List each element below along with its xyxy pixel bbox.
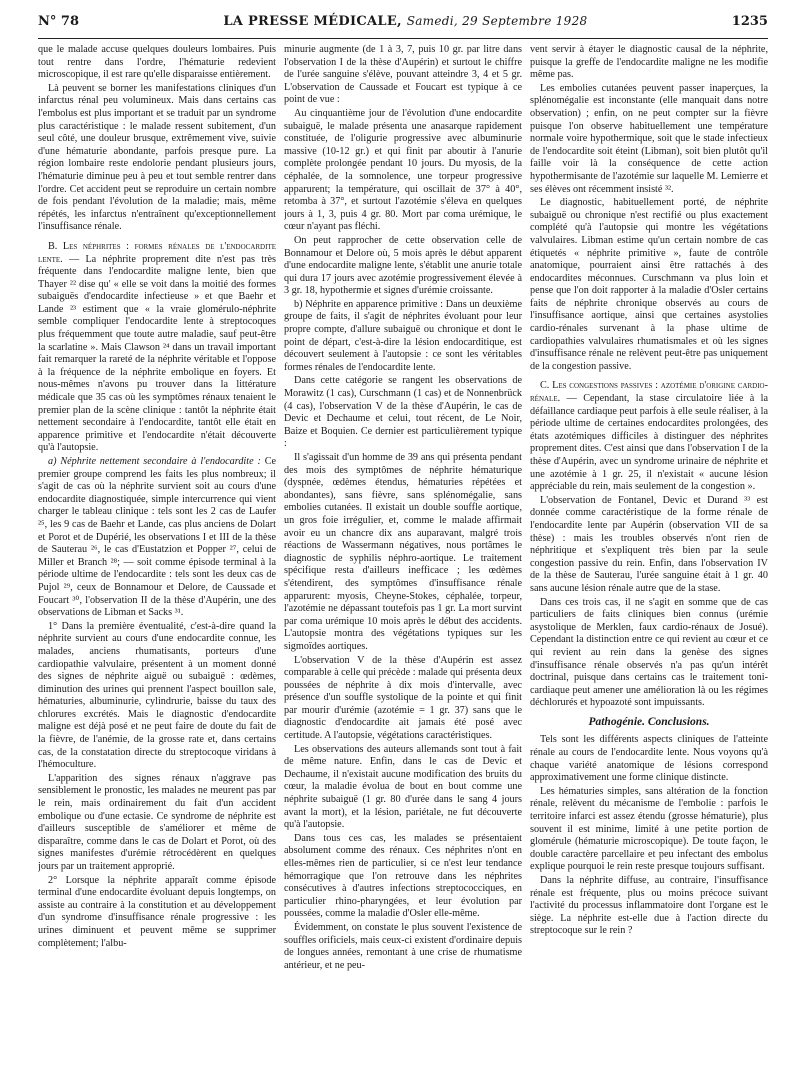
page-number: 1235	[731, 14, 768, 29]
paragraph: minurie augmente (de 1 à 3, 7, puis 10 gr. par litre dans l'observation I de la thèse d'Aupérin) et surtout le chiffre de l'urée sanguine s'élève, pouvant atteindre 3, 4 et 5 gr. L'observation de Caussade et Foucart est typique à ce point de vue :	[284, 44, 522, 106]
paragraph: Tels sont les différents aspects cliniques de l'atteinte rénale au cours de l'endocardite lente. Nous voyons qu'à chaque variété anatomique de lésions correspond approximativement une forme clinique distincte.	[530, 734, 768, 784]
paragraph: 1° Dans la première éventualité, c'est-à-dire quand la néphrite survient au cours d'une endocardite connue, les malades, anciens rhumatisants, porteurs d'une cardiopathie valvulaire, présentent à un moment donné des signes de néphrite aiguë ou subaiguë : œdèmes, diminution des urines qui prennent l'aspect bouillon sale, hématuries, albuminurie, cylindrurie, baisse du taux des chlorures excrétés. Mais le diagnostic d'endocardite maligne est déjà posé et ne peut faire de doute du fait de la fièvre, de l'anémie, de la grosse rate et, dans certains cas, de la constatation directe du streptocoque viridans à l'hémoculture.	[38, 620, 276, 771]
section-c	[530, 380, 768, 493]
subsection-a	[38, 456, 276, 620]
paragraph: b) Néphrite en apparence primitive : Dans un deuxième groupe de faits, il s'agit de néphrites évoluant pour leur propre compte, d'allure subaiguë ou chronique et dont le point de départ, c'est-à-dire la lésion endocarditique, est découvert seulement à l'autopsie : ce sont les véritables formes rénales de l'endocardite lente.	[284, 298, 522, 373]
journal-title: LA PRESSE MÉDICALE,	[223, 14, 402, 29]
paragraph: Le diagnostic, habituellement porté, de néphrite subaiguë ou chronique n'est rectifié ou plus exactement complété qu'à l'autopsie qui montre les végétations valvulaires. Libman estime qu'un certain nombre de cas étiquetés « néphrite primitive », faute de contrôle anatomique, pourraient ainsi être rattachés à des endocardites méconnues. Curschmann va plus loin et pense que l'on doit rapporter à la maladie d'Osler certains faits de néphrite chronique observés au cours de l'insuffisance aortique, ainsi que certaines asystolies cardio-rénales survenant à la phase ultime de cardiopathies valvulaires rhumatismales et où les signes d'insuffisance rénale ne relèvent peut-être pas uniquement de la congestion passive.	[530, 197, 768, 372]
paragraph: Les embolies cutanées peuvent passer inaperçues, la splénomégalie est inconstante (elle manquait dans notre observation) ; enfin, on ne peut compter sur la fièvre puisque l'on observe habituellement une température normale voire hypothermique, soit que le stade infectieux de l'endocardite soit éteint (Libman), soit bien plutôt qu'il faille voir là la conséquence de cette action hypothermisante de l'azotémie sur laquelle M. Lemierre et ses élèves ont récemment insisté ³².	[530, 82, 768, 195]
issue-number: N° 78	[38, 14, 79, 29]
paragraph: On peut rapprocher de cette observation celle de Bonnamour et Delore où, 5 mois après le début apparent d'une endocardite maligne lente, s'établit une anurie totale qui dura 17 jours avec azotémie progressivement élevée à 3 gr. 18, hypothermie et signes d'urémie croissante.	[284, 234, 522, 297]
paragraph: Les observations des auteurs allemands sont tout à fait de même nature. Enfin, dans le cas de Devic et Dechaume, il n'existait aucune modification des bruits du cœur, la maladie évolua de bout en bout comme une néphrite subaiguë (1 gr. 80 d'urée dans le sang 4 jours avant la mort), et la lésion, pariétale, ne fut découverte qu'à l'autopsie.	[284, 743, 522, 831]
header-rule	[38, 38, 768, 39]
section-b-text: — La néphrite proprement dite n'est pas très fréquente dans l'endocardite maligne lente, bien que Thayer ²² dise qu' « elle se voit dans la moitié des formes subaiguës d'endocardite infectieuse » et que Baehr et Lande ²³ estiment que « la vraie glomérulo-néphrite semble compliquer l'endocardite lente à streptocoques plus fréquemment que toute autre maladie, sauf peut-être la scarlatine ». Mais Clawson ²⁴ dans un travail important fait remarquer la rareté de la néphrite véritable et l'oppose à la fréquence de la néphrite embolique en foyers. Et nous-mêmes n'avons pu trouver dans la littérature médicale que 35 cas où les symptômes rénaux tenaient le premier plan de la scène clinique : tantôt la néphrite était nettement secondaire à l'endocardite, tantôt elle était en apparence primitive et l'endocardite n'était découverte qu'à l'autopsie.	[38, 253, 276, 454]
paragraph: L'observation de Fontanel, Devic et Durand ³³ est donnée comme caractéristique de la forme rénale de l'endocardite lente par Aupérin (observation VII de sa thèse) : mais les troubles observés n'ont rien de néphritique et s'expliquent très bien par la seule congestion passive du rein. Enfin, dans l'observation IV de la thèse de Sauterau, l'urée sanguine était à 1 gr. 40 sans aucune lésion rénale autre que de la stase.	[530, 494, 768, 594]
section-b-title: B. Les néphrites : formes rénales de l'endocardite lente.	[38, 240, 276, 265]
section-c-title: C. Les congestions passives : azotémie d'origine cardio-rénale.	[530, 380, 768, 405]
issue-date: Samedi, 29 Septembre 1928	[406, 14, 588, 28]
column-3	[530, 44, 768, 1059]
paragraph: Il s'agissait d'un homme de 39 ans qui présenta pendant des mois des symptômes de néphrite hématurique (dyspnée, œdèmes étendus, hématuries répétées et abondantes), sans fièvre, sans splénomégalie, sans embolies cutanées. Il existait un double souffle aortique, un gros foie irrégulier, et, comme le malade affirmait avoir eu un chancre dix ans auparavant, malgré trois réactions de Wassermann négatives, nous portâmes le diagnostic de syphilis néphro-aortique. Le traitement spécifique resta d'ailleurs inefficace ; les œdèmes s'étendirent, des symptômes d'insuffisance rénale apparurent: myosis, Cheyne-Stokes, céphalée, torpeur, l'azotémie ne dépassant toutefois pas 1 gr. La mort survint par coma urémique 10 mois après le début des accidents. L'autopsie montra des végétations typiques sur les sigmoïdes aortiques.	[284, 452, 522, 652]
paragraph: 2° Lorsque la néphrite apparaît comme épisode terminal d'une endocardite évoluant depuis longtemps, on assiste au contraire à la constitution et au développement d'un syndrome d'insuffisance rénale progressive : les urines diminuent et peuvent même se supprimer complètement; l'albu-	[38, 874, 276, 949]
paragraph: Dans la néphrite diffuse, au contraire, l'insuffisance rénale est fréquente, plus ou moins précoce suivant l'activité du processus inflammatoire dont l'organe est le siège. La néphrite est-elle due à l'action directe du streptocoque sur le rein ?	[530, 875, 768, 937]
article-columns	[38, 44, 768, 1059]
subsection-a-text: Ce premier groupe comprend les faits les plus nombreux; il s'agit de cas où la néphrite survient soit au cours d'une endocardite diagnostiquée, simple intercurrence qui vient charger le tableau clinique : tels sont les 2 cas de Laufer ²⁵, les 9 cas de Baehr et Lande, cas plus anciens de Dolart et Porot et de Dupérié, les observations I et III de la thèse de Sauterau ²⁶, le cas d'Eustatzion et Popper ²⁷, celui de Miller et Branch ²⁸; — soit comme épisode terminal à la période ultime de l'endocardite : tels sont les deux cas de Pujol ²⁹, ceux de Bonnamour et Delore, de Caussade et Foucart ³⁰, l'observation II de la thèse d'Aupérin, une des observations de Libman et Sacks ³¹.	[38, 456, 276, 619]
paragraph: Évidemment, on constate le plus souvent l'existence de souffles orificiels, mais ceux-ci existent d'ordinaire depuis de longues années, remontant à une crise de rhumatisme antérieur, et ne peu-	[284, 921, 522, 971]
journal-title-line	[223, 14, 587, 29]
running-header	[38, 14, 768, 36]
section-heading: Pathogénie. Conclusions.	[588, 715, 710, 728]
paragraph: Au cinquantième jour de l'évolution d'une endocardite subaiguë, le malade présenta une anasarque rapidement constituée, de l'oligurie progressive avec albuminurie massive (10-12 gr.) et qui finit par aboutir à l'anurie complète prolongée pendant 10 jours. Du myosis, de la céphalée, de la somnolence, une torpeur progressive apparurent; la température, qui oscillait de 37° à 40°, retomba à 37°, et surtout l'azotémie s'éleva en quelques jours à 1, 3, puis 4 gr. 80. Mort par coma urémique, le cœur n'ayant pas fléchi.	[284, 107, 522, 233]
paragraph: vent servir à étayer le diagnostic causal de la néphrite, puisque la greffe de l'endocardite maligne ne les modifie même pas.	[530, 44, 768, 81]
section-b	[38, 241, 276, 455]
column-1	[38, 44, 276, 1059]
journal-page	[38, 14, 768, 1074]
paragraph: Dans cette catégorie se rangent les observations de Morawitz (1 cas), Curschmann (1 cas) et de Nonnenbrück (4 cas), l'observation V de la thèse d'Aupérin, le cas de Devic et Dechaume et celui, tout récent, de Le Noir, Baize et Boquien. Ce dernier est particulièrement typique :	[284, 375, 522, 450]
paragraph: que le malade accuse quelques douleurs lombaires. Puis tout rentre dans l'ordre, l'hématurie redevient microscopique, il est rare qu'elle disparaisse entièrement.	[38, 44, 276, 81]
column-2	[284, 44, 522, 1059]
paragraph: L'apparition des signes rénaux n'aggrave pas sensiblement le pronostic, les malades ne meurent pas par le rein, mais ordinairement du fait d'un accident embolique ou d'une ectasie. Ce syndrome de néphrite est d'ailleurs susceptible de s'améliorer et même de disparaître, comme dans le cas de Dolart et Porot, où des signes manifestes d'urémie rétrocédèrent en quelques jours par un traitement approprié.	[38, 772, 276, 872]
paragraph: Les hématuries simples, sans altération de la fonction rénale, relèvent du mécanisme de l'embolie : parfois le territoire infarci est assez étendu (grosse hématurie), plus souvent il est minime, limité à une petite portion de glomérule (hématurie microscopique). De toute façon, le double caractère parcellaire et peu infectant des embolus explique pourquoi le rein reste presque toujours suffisant.	[530, 785, 768, 873]
section-c-text: — Cependant, la stase circulatoire liée à la défaillance cardiaque peut parfois à elle seule réaliser, à la période ultime de certaines endocardites prolongées, des états azotémiques difficiles à distinguer des néphrites proprement dites. C'est ainsi que dans l'observation I de la thèse d'Aupérin, avec un syndrome urinaire de néphrite et une azotémie à 1 gr. 25, il n'existait « aucune lésion appréciable du rein, mais seulement de la congestion ».	[530, 393, 768, 493]
paragraph: L'observation V de la thèse d'Aupérin est assez comparable à celle qui précède : malade qui présenta deux poussées de néphrite à dix mois d'intervalle, avec présence d'un souffle systolique de la pointe et qui finit par mourir d'urémie (azotémie = 1 gr. 37) sans que le diagnostic d'endocardite ait jamais été posé avec certitude. A l'autopsie, végétations caractéristiques.	[284, 654, 522, 742]
subsection-a-title: a) Néphrite nettement secondaire à l'endocardite :	[48, 456, 261, 467]
paragraph: Dans tous ces cas, les malades se présentaient absolument comme des rénaux. Ces néphrites n'ont en elles-mêmes rien de particulier, si ce n'est leur tendance hémorragique que l'on retrouve dans les néphrites consécutives à d'autres infections streptococciques, en particulier rhino-pharyngées, et leur évolution par poussées, comme la maladie d'Osler elle-même.	[284, 832, 522, 920]
paragraph: Là peuvent se borner les manifestations cliniques d'un infarctus rénal peu volumineux. Mais dans certains cas l'embolus est plus important et se traduit par un syndrome plus caractéristique : le malade ressent subitement, d'un seul côté, une douleur brusque, extrêmement vive, suivie d'une hématurie abondante, parfois presque pure. La région lombaire reste endolorie pendant plusieurs jours, l'hématurie diminue peu à peu et tout semble rentrer dans l'ordre. Cet accident peut se reproduire un certain nombre de fois pendant l'évolution de la maladie; mais, même répétés, les infarctus n'entraînent qu'exceptionnellement l'insuffisance rénale.	[38, 82, 276, 233]
paragraph: Dans ces trois cas, il ne s'agit en somme que de cas particuliers de faits cliniques bien connus (urémie asystolique de Merklen, faux cardio-rénaux de Josué). Cependant la distinction entre ce qui revient au cœur et ce qui revient au rein dans la genèse des signes d'insuffisance rénale observés n'a pas qu'un intérêt doctrinal, puisque dans certains cas le traitement toni-cardiaque peut amener une amélioration là ou les régimes déchlorurés et hypoazoté sont impuissants.	[530, 596, 768, 709]
